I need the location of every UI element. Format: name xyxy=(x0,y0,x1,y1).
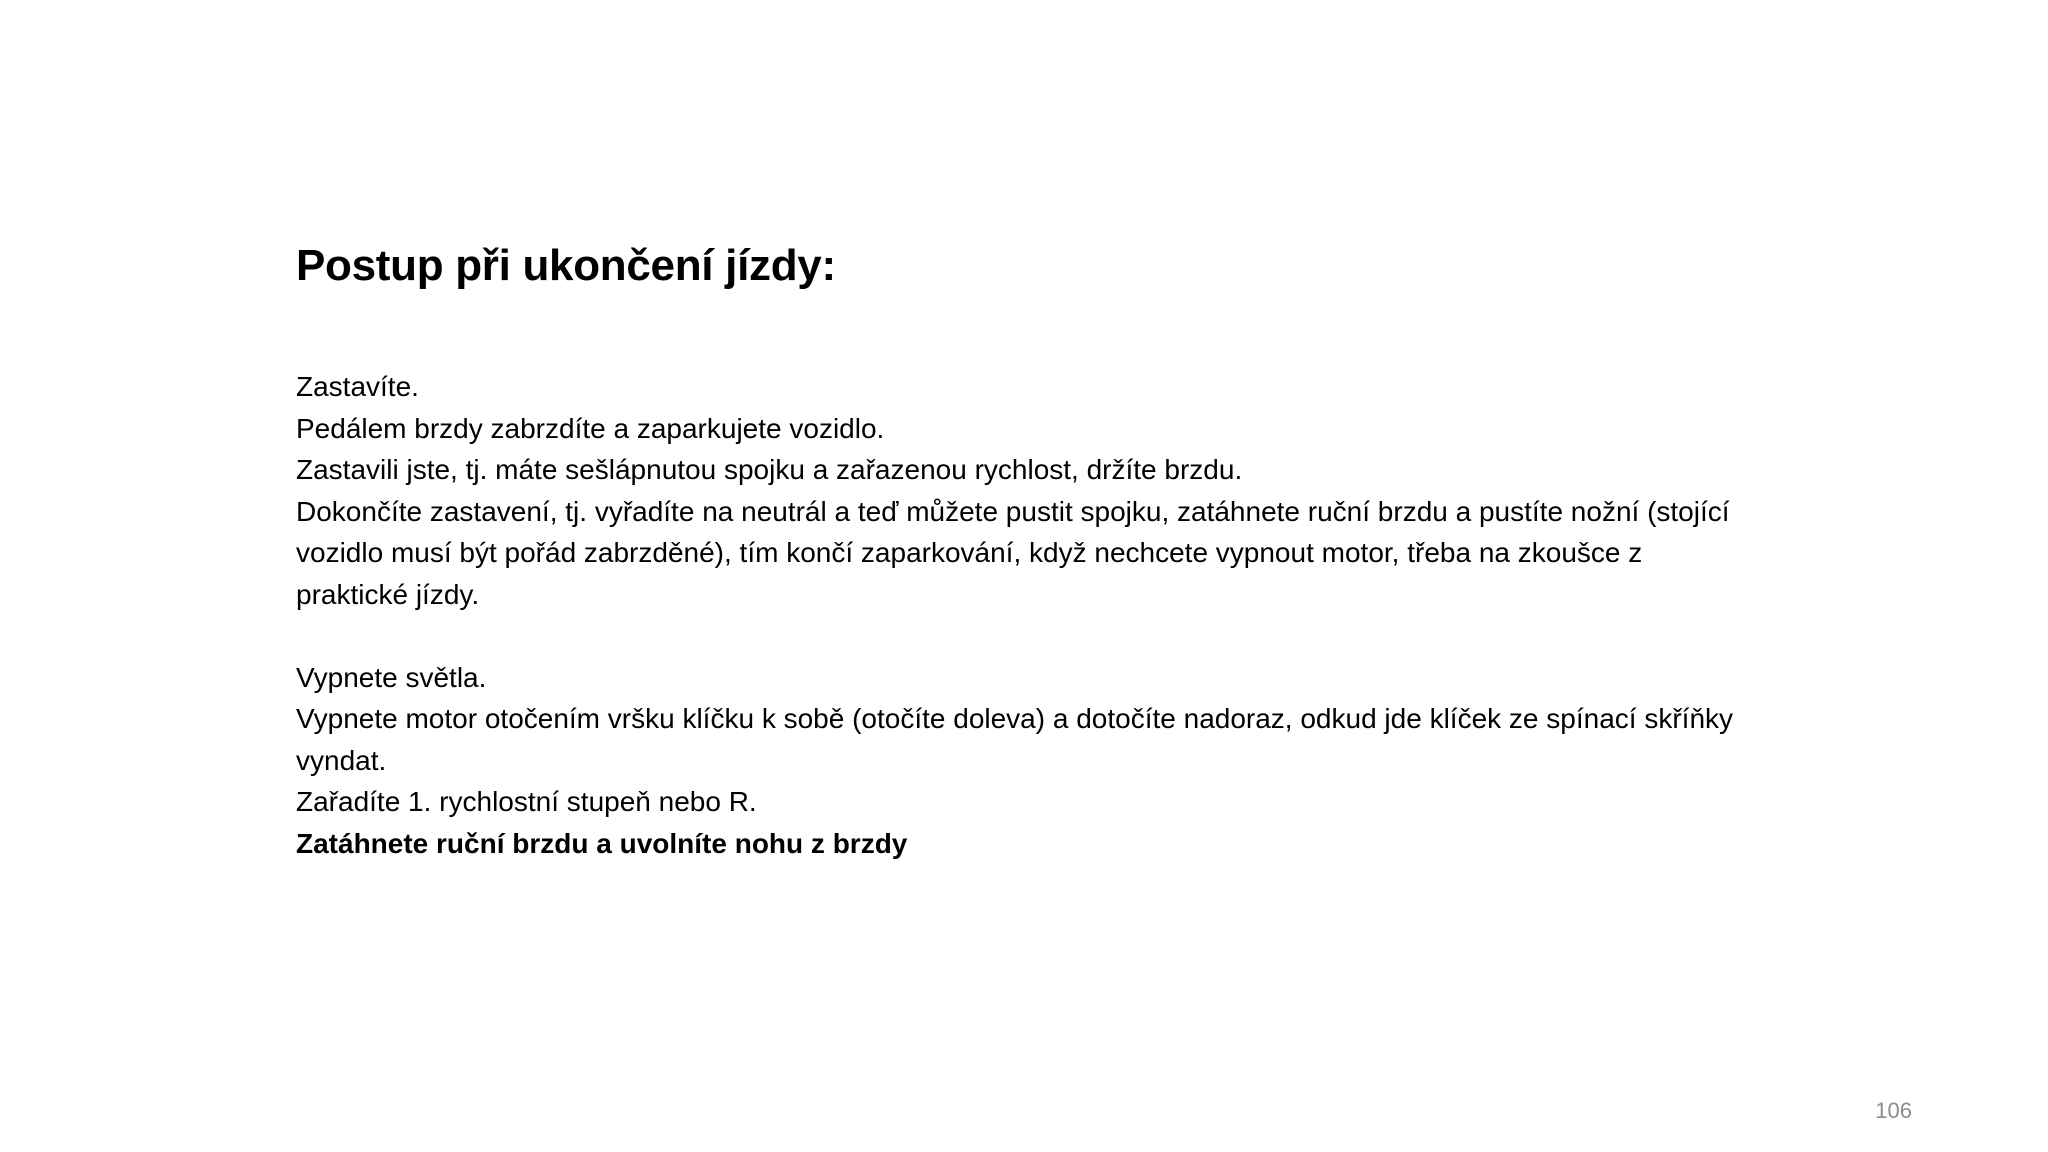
body-line-brake-park: Pedálem brzdy zabrzdíte a zaparkujete vozidlo. xyxy=(296,412,885,444)
slide-title: Postup při ukončení jízdy: xyxy=(296,241,836,290)
paragraph-gap xyxy=(296,615,1746,657)
body-line-engine-off: Vypnete motor otočením vršku klíčku k sobě (otočíte doleva) a dotočíte nadoraz, odkud jde klíček ze spínací skříňky vyndat. xyxy=(296,703,1734,776)
slide-body xyxy=(296,366,1746,864)
page-number: 106 xyxy=(1875,1098,1912,1123)
body-line-handbrake: Zatáhnete ruční brzdu a uvolníte nohu z brzdy xyxy=(296,827,908,859)
body-line-stop: Zastavíte. xyxy=(296,371,419,402)
body-line-lights-off: Vypnete světla. xyxy=(296,661,487,693)
body-line-stopped: Zastavili jste, tj. máte sešlápnutou spojku a zařazenou rychlost, držíte brzdu. xyxy=(296,454,1243,485)
body-line-gear: Zařadíte 1. rychlostní stupeň nebo R. xyxy=(296,786,757,817)
body-line-finish-stop: Dokončíte zastavení, tj. vyřadíte na neutrál a teď můžete pustit spojku, zatáhnete ruční brzdu a pustíte nožní (stojící vozidlo musí být pořád zabrzděné), tím končí zaparkování, když nechcete vypnout motor, třeba na zkoušce z praktické jízdy. xyxy=(296,495,1730,610)
